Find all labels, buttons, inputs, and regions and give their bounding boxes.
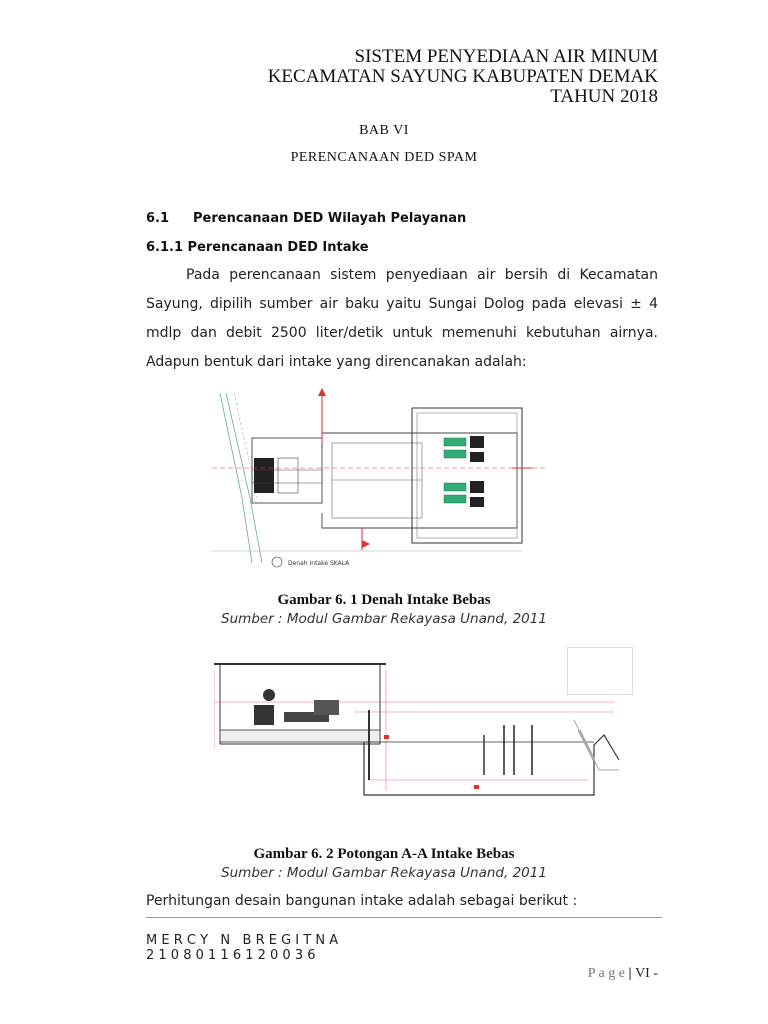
- author-name: M E R C Y N B R E G I T N A: [146, 933, 339, 948]
- figure-1-label: Denah Intake SKALA: [288, 560, 350, 567]
- figure-2-caption: Gambar 6. 2 Potongan A-A Intake Bebas: [253, 846, 515, 862]
- section-number: 6.1: [146, 211, 170, 226]
- figure-2-source: Sumber : Modul Gambar Rekayasa Unand, 2011: [221, 865, 547, 881]
- chapter-title: PERENCANAAN DED SPAM: [290, 150, 478, 165]
- section-title: Perencanaan DED Wilayah Pelayanan: [193, 211, 467, 226]
- page-number: VI -: [635, 966, 658, 981]
- student-id: 2 1 0 8 0 1 1 6 1 2 0 0 3 6: [146, 948, 316, 963]
- closing-sentence: Perhitungan desain bangunan intake adalah sebagai berikut :: [146, 893, 578, 909]
- figure-1-caption: Gambar 6. 1 Denah Intake Bebas: [277, 592, 491, 608]
- subsection-title: 6.1.1 Perencanaan DED Intake: [146, 240, 369, 255]
- page-label: P a g e: [587, 966, 625, 981]
- header-line-3: TAHUN 2018: [550, 86, 658, 107]
- inset-box: [567, 647, 633, 695]
- footer-divider: [146, 917, 662, 918]
- chapter-number: BAB VI: [359, 123, 409, 138]
- header-line-1: SISTEM PENYEDIAAN AIR MINUM: [354, 46, 658, 67]
- figure-1-source: Sumber : Modul Gambar Rekayasa Unand, 2011: [221, 611, 547, 627]
- figure-2-section-drawing: [214, 650, 624, 800]
- header-line-2: KECAMATAN SAYUNG KABUPATEN DEMAK: [267, 66, 658, 87]
- page-indicator: P a g e | VI -: [587, 966, 658, 981]
- figure-1-plan-drawing: [212, 388, 548, 570]
- body-paragraph: Pada perencanaan sistem penyediaan air bersih di Kecamatan Sayung, dipilih sumber air baku yaitu Sungai Dolog pada elevasi ± 4 mdlp dan debit 2500 liter/detik untuk memenuhi kebutuhan airnya. Adapun bentuk dari intake yang direncanakan adalah:: [146, 267, 658, 370]
